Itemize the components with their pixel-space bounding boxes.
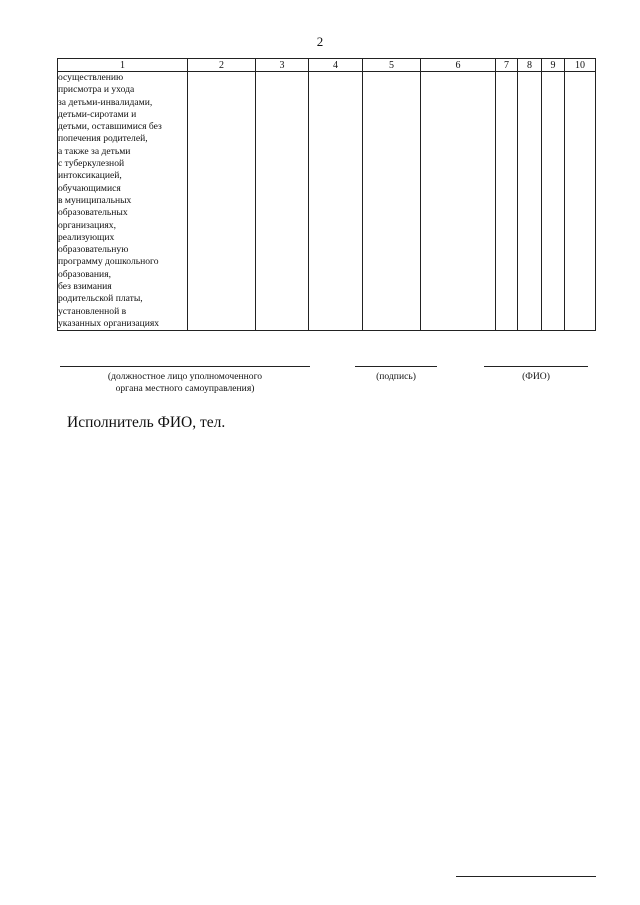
description-line: с туберкулезной: [58, 158, 125, 170]
page-number: 2: [316, 34, 324, 49]
fio-line[interactable]: [484, 366, 588, 367]
value-cell-5[interactable]: [363, 72, 421, 331]
description-line: в муниципальных: [58, 194, 132, 206]
footer-rule: [456, 876, 596, 877]
description-line: за детьми-инвалидами,: [58, 96, 153, 108]
value-cell-2[interactable]: [188, 72, 256, 331]
value-cell-6[interactable]: [421, 72, 496, 331]
column-header-8: 8: [518, 59, 542, 72]
value-cell-8[interactable]: [518, 72, 542, 331]
column-header-7: 7: [496, 59, 518, 72]
signature-block: [355, 366, 437, 383]
description-line: попечения родителей,: [58, 133, 148, 145]
column-header-1: 1: [58, 59, 188, 72]
description-line: родительской платы,: [58, 293, 143, 305]
description-line: интоксикацией,: [58, 170, 122, 182]
description-line: образовательную: [58, 244, 129, 256]
description-line: образовательных: [58, 207, 128, 219]
column-header-5: 5: [363, 59, 421, 72]
description-line: осуществлению: [58, 72, 124, 83]
executor-line: Исполнитель ФИО, тел.: [67, 414, 226, 431]
official-signature-block: [60, 366, 310, 395]
column-header-2: 2: [188, 59, 256, 72]
value-cell-7[interactable]: [496, 72, 518, 331]
description-line: детьми-сиротами и: [58, 108, 137, 120]
value-cell-9[interactable]: [542, 72, 565, 331]
table-row: [58, 72, 596, 331]
signature-line[interactable]: [355, 366, 437, 367]
description-line: присмотра и ухода: [58, 84, 135, 96]
official-caption-line1: (должностное лицо уполномоченного: [107, 371, 263, 382]
signature-caption: (подпись): [376, 371, 416, 382]
column-header-9: 9: [542, 59, 565, 72]
description-line: без взимания: [58, 281, 112, 293]
description-line: образования,: [58, 268, 112, 280]
description-line: реализующих: [58, 231, 115, 243]
fio-caption: (ФИО): [522, 371, 550, 382]
header-row: [58, 59, 596, 72]
description-line: организациях,: [58, 219, 116, 231]
report-table: [57, 58, 596, 331]
description-line: программу дошкольного: [58, 256, 159, 268]
official-signature-line[interactable]: [60, 366, 310, 367]
description-line: обучающимися: [58, 182, 121, 194]
description-line: установленной в: [58, 305, 127, 317]
description-line: детьми, оставшимися без: [58, 121, 162, 133]
value-cell-10[interactable]: [565, 72, 596, 331]
official-caption-line2: органа местного самоуправления): [115, 383, 255, 394]
description-cell: [58, 72, 188, 331]
value-cell-3[interactable]: [256, 72, 309, 331]
description-line: указанных организациях: [58, 317, 160, 329]
column-header-4: 4: [309, 59, 363, 72]
column-header-6: 6: [421, 59, 496, 72]
description-line: а также за детьми: [58, 145, 131, 157]
value-cell-4[interactable]: [309, 72, 363, 331]
column-header-3: 3: [256, 59, 309, 72]
fio-block: [484, 366, 588, 383]
column-header-10: 10: [565, 59, 596, 72]
